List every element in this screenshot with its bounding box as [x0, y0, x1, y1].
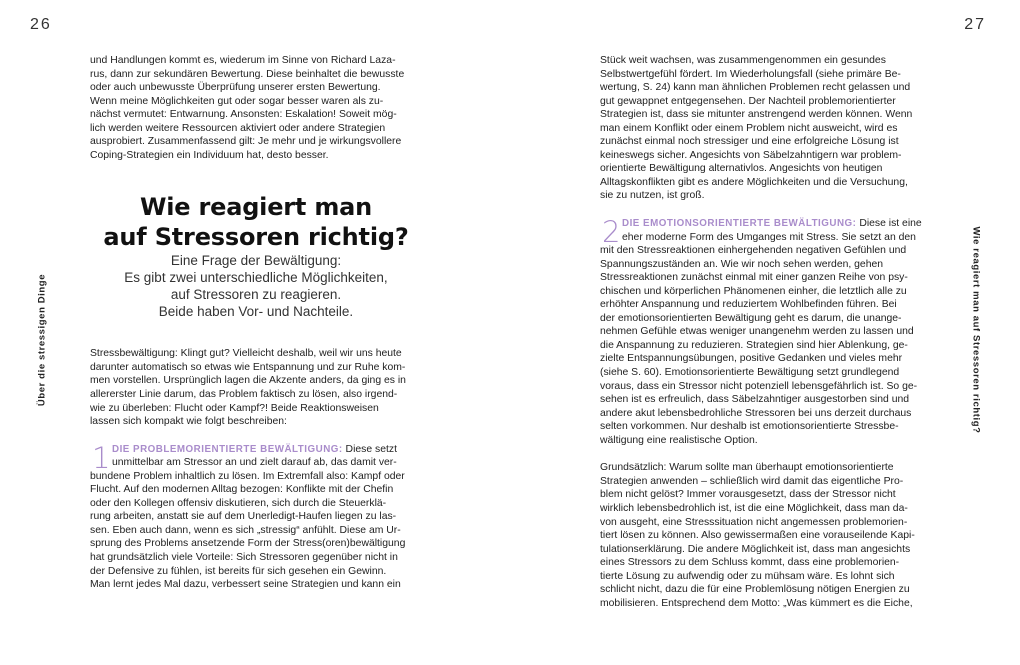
- text-line: Coping-Strategien ein Individuum hat, desto besser.: [90, 149, 329, 161]
- text-line: rus, dann zur sekundären Bewertung. Diese beinhaltet die bewusste: [90, 68, 405, 80]
- text-line: schlicht nicht, dazu die für eine Problemlösung nötigen Energien zu: [600, 584, 910, 596]
- text-line: lich werden weitere Ressourcen aktiviert oder andere Strategien: [90, 122, 386, 134]
- enum-item-problem-oriented: [90, 440, 422, 592]
- page-number-left: 26: [30, 16, 52, 33]
- text-line: wirklich lebensbedrohlich ist, ist die eine Möglichkeit, dass man da-: [600, 502, 908, 514]
- text-line: unmittelbar am Stressor an und zielt darauf ab, das damit ver-: [112, 457, 397, 469]
- text-line: orientierte Bewältigung alternativlos. Angesichts von heutigen: [600, 163, 883, 175]
- text-line: sen. Eben auch dann, wenn es sich „stressig“ anfühlt. Diese am Ur-: [90, 524, 401, 536]
- text-line: Wenn meine Möglichkeiten gut oder sogar besser waren als zu-: [90, 95, 384, 107]
- text-line: voraus, dass ein Stressor nicht potenziell lebensgefährlich ist. So ge-: [600, 380, 918, 392]
- text-line: sprung des Problems ansetzende Form der Stress(oren)bewältigung: [90, 538, 406, 550]
- text-line: oder auch unbewusste Überprüfung unserer ersten Bewertung.: [90, 82, 381, 94]
- text-line: der Defensive zu fühlen, ist bereits für sich gesehen ein Gewinn.: [90, 565, 387, 577]
- page-number-right: 27: [964, 16, 986, 33]
- enum-title: DIE PROBLEMORIENTIERTE BEWÄLTIGUNG:: [112, 443, 343, 455]
- text-line: hat grundsätzlich viele Vorteile: Sich Stressoren gegenüber nicht in: [90, 552, 398, 564]
- text-line: Stück weit wachsen, was zusammengenommen ein gesundes: [600, 55, 886, 66]
- text-line: oder den Kollegen offensiv diskutieren, sich durch die Steuerklä-: [90, 497, 387, 509]
- enum-item-emotion-oriented: [600, 217, 934, 447]
- text-line: sie zu nutzen, ist groß.: [600, 190, 705, 202]
- text-line: tulationserklärung. Die andere Möglichkeit ist, dass man angesichts: [600, 543, 911, 555]
- continuation-paragraph: [600, 54, 934, 203]
- text-line: Grundsätzlich: Warum sollte man überhaupt emotionsorientierte: [600, 462, 894, 474]
- enum-lead-text: Diese setzt: [342, 443, 397, 455]
- text-line: Eine Frage der Bewältigung:: [170, 253, 342, 269]
- text-line: und Handlungen kommt es, wiederum im Sinne von Richard Laza-: [90, 55, 396, 66]
- enum-body-text: [90, 470, 422, 592]
- text-line: eher moderne Form des Umganges mit Stress. Sie setzt an den: [622, 231, 916, 243]
- text-line: Selbstwertgefühl fördert. Im Wiederholungsfall (siehe primäre Be-: [600, 68, 901, 80]
- text-line: Stressbewältigung: Klingt gut? Vielleicht deshalb, weil wir uns heute: [90, 348, 402, 360]
- text-line: bundene Problem inhaltlich zu lösen. Im Extremfall also: Kampf oder: [90, 470, 405, 482]
- text-line: der emotionsorientierten Bewältigung geht es darum, die unange-: [600, 312, 902, 324]
- text-line: Strategien anwenden – schließlich wird damit das eigentliche Pro-: [600, 475, 904, 487]
- text-line: (siehe S. 60). Emotionsorientierte Bewältigung setzt grundlegend: [600, 367, 900, 379]
- text-line: rung arbeiten, anstatt sie auf dem Unerledigt-Haufen liegen zu las-: [90, 511, 397, 523]
- text-line: gut gewappnet entgegensehen. Der Nachteil problemorientierter: [600, 95, 896, 107]
- text-line: Wie reagiert man: [139, 193, 373, 222]
- text-line: Strategien ist, dass sie mitunter anstrengend werden können. Wenn: [600, 109, 913, 121]
- enum-number-1: 1: [92, 440, 111, 475]
- text-line: selten vorkommen. Nur deshalb ist emotionsorientierte Stressbe-: [600, 421, 899, 433]
- text-line: Flucht. Auf den modernen Alltag bezogen: Konflikte mit der Chefin: [90, 484, 394, 496]
- text-line: von ausgeht, eine Stresssituation nicht angemessen problemorien-: [600, 516, 908, 528]
- enum-number-2: 2: [602, 215, 621, 250]
- text-line: auf Stressoren richtig?: [103, 223, 409, 252]
- text-line: ausprobiert. Zusammenfassend gilt: Je mehr und je wirkungsvollere: [90, 136, 402, 148]
- text-line: mit den Stressreaktionen einhergehenden negativen Gefühlen und: [600, 245, 907, 257]
- text-line: zunächst einmal noch stressiger und eine erfolgreiche Lösung ist: [600, 136, 899, 148]
- text-line: men vorstellen. Ursprünglich lagen die Akzente anders, da ging es in: [90, 375, 406, 387]
- closing-paragraph: [600, 461, 934, 610]
- text-line: auf Stressoren zu reagieren.: [170, 287, 342, 303]
- section-subheading: [90, 252, 422, 320]
- text-line: Spannungszuständen an. Wie wir noch sehen werden, gehen: [600, 258, 884, 270]
- chapter-side-label-left: Über die stressigen Dinge: [36, 273, 48, 407]
- text-line: Es gibt zwei unterschiedliche Möglichkeiten,: [124, 270, 388, 286]
- text-line: Stressreaktionen zunächst einmal mit einer ganzen Reihe von psy-: [600, 272, 908, 284]
- text-line: Alltagskonflikten gibt es andere Möglichkeiten und die Versuchung,: [600, 176, 908, 188]
- text-line: blem nicht gelöst? Immer vorausgesetzt, dass der Stressor nicht: [600, 489, 896, 501]
- text-line: eines Stressors zu dem Schluss kommt, dass eine problemorien-: [600, 557, 900, 569]
- text-line: andere akut lebensbedrohliche Stressoren bei uns derzeit durchaus: [600, 407, 912, 419]
- text-line: chischen und körperlichen Phänomenen einher, die letztlich alle zu: [600, 285, 907, 297]
- intro-paragraph: [90, 54, 422, 162]
- text-line: allererster Linie darum, das Problem faktisch zu lösen, also irgend-: [90, 389, 398, 401]
- enum-indented-text: [622, 231, 934, 245]
- text-line: wertung, S. 24) kann man ähnlichen Problemen recht gelassen und: [600, 82, 911, 94]
- text-line: sehen ist es erfreulich, dass Säbelzahntiger ausgestorben sind und: [600, 394, 910, 406]
- text-line: Man lernt jedes Mal dazu, verbessert seine Strategien und kann ein: [90, 579, 401, 591]
- body-paragraph: [90, 347, 422, 428]
- text-line: erhöhter Anspannung und reduziertem Wohlbefinden führen. Bei: [600, 299, 897, 311]
- right-page-column: [600, 54, 934, 610]
- text-line: mobilisieren. Entsprechend dem Motto: „Was kümmert es die Eiche,: [600, 597, 913, 609]
- text-line: darunter automatisch so etwas wie Entspannung und zur Ruhe kom-: [90, 361, 406, 373]
- text-line: nehmen Gefühle etwas weniger unangenehm werden zu lassen und: [600, 326, 914, 338]
- text-line: tierte Lösung zu aufwendig oder zu mühsam wäre. Es lohnt sich: [600, 570, 895, 582]
- enum-indented-text: [112, 456, 422, 470]
- left-page-column: [90, 54, 422, 592]
- text-line: man einem Konflikt oder einem Problem nicht ausweicht, wird es: [600, 122, 898, 134]
- text-line: zielte Entspannungsübungen, positive Gedanken und vieles mehr: [600, 353, 903, 365]
- text-line: keineswegs sicher. Angesichts von Säbelzahntigern war problem-: [600, 149, 902, 161]
- enum-lead-text: Diese ist eine: [856, 218, 922, 230]
- text-line: Beide haben Vor- und Nachteile.: [158, 304, 354, 320]
- text-line: lassen sich kompakt wie folgt beschreiben:: [90, 416, 287, 428]
- text-line: die Anspannung zu reduzieren. Strategien sind hier Ablenkung, ge-: [600, 339, 908, 351]
- section-heading: [90, 192, 422, 252]
- text-line: tiert lösen zu können. Also gewissermaßen eine vorauseilende Kapi-: [600, 530, 915, 542]
- enum-body-text: [600, 244, 934, 447]
- text-line: nächst vermutet: Entwarnung. Ansonsten: Eskalation! Soweit mög-: [90, 109, 397, 121]
- section-side-label-right: Wie reagiert man auf Stressoren richtig?: [970, 226, 982, 434]
- text-line: wie zu überleben: Flucht oder Kampf?! Beide Reaktionsweisen: [90, 402, 379, 414]
- text-line: wältigung eine realistische Option.: [600, 434, 758, 446]
- enum-title: DIE EMOTIONSORIENTIERTE BEWÄLTIGUNG:: [622, 218, 857, 230]
